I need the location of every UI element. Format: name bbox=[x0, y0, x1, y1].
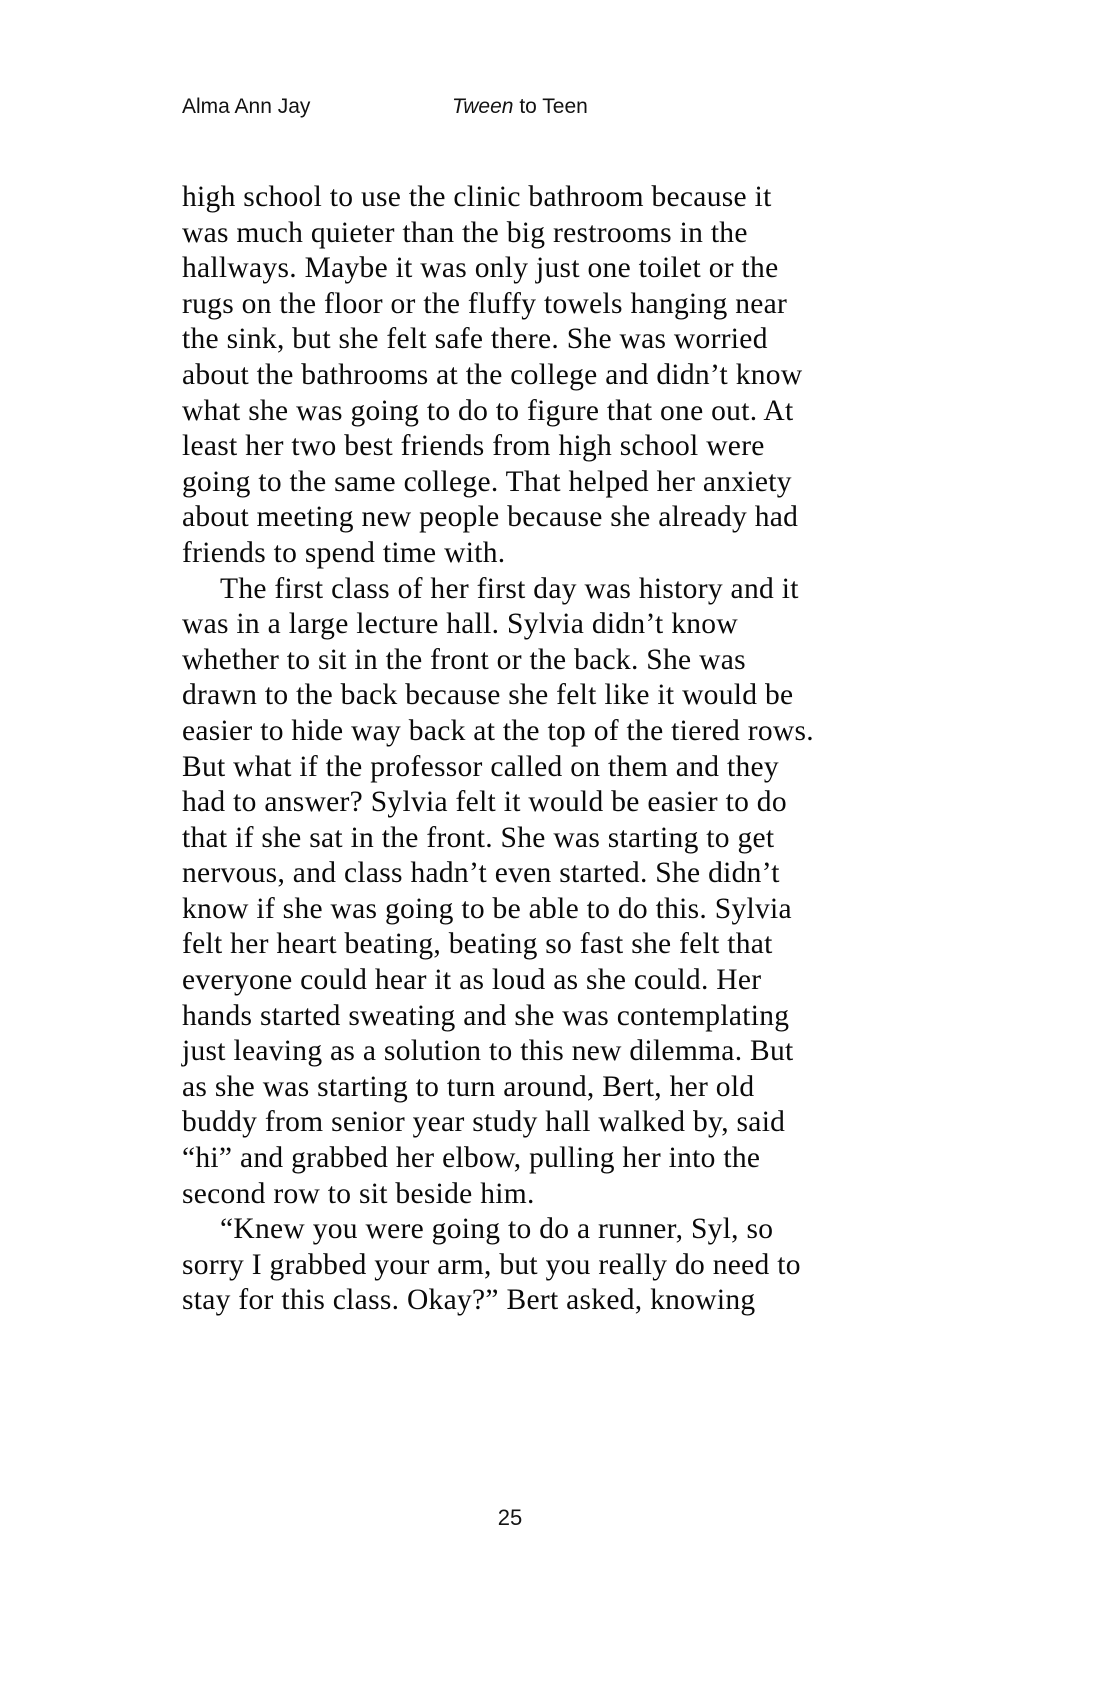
running-head-title bbox=[452, 92, 588, 122]
text-line: high school to use the clinic bathroom because it bbox=[182, 181, 772, 213]
text-line: the sink, but she felt safe there. She was worried bbox=[182, 323, 768, 356]
text-line: as she was starting to turn around, Bert, her old bbox=[182, 1070, 755, 1103]
text-line: just leaving as a solution to this new dilemma. But bbox=[182, 1035, 794, 1068]
text-line: The first class of her first day was history and it bbox=[220, 572, 799, 605]
text-line: buddy from senior year study hall walked by, said bbox=[182, 1106, 786, 1139]
text-line: “hi” and grabbed her elbow, pulling her into the bbox=[182, 1142, 761, 1175]
text-line: hands started sweating and she was contemplating bbox=[182, 999, 790, 1032]
text-line: friends to spend time with. bbox=[182, 536, 506, 569]
paragraph bbox=[182, 572, 882, 1213]
text-line: had to answer? Sylvia felt it would be easier to do bbox=[182, 786, 787, 819]
body-text-column bbox=[182, 180, 882, 1319]
text-line: whether to sit in the front or the back. She was bbox=[182, 643, 746, 676]
text-line: hallways. Maybe it was only just one toilet or the bbox=[182, 252, 779, 285]
text-line: easier to hide way back at the top of the tiered rows. bbox=[182, 714, 814, 747]
text-line: drawn to the back because she felt like it would be bbox=[182, 679, 794, 712]
text-line: “Knew you were going to do a runner, Syl, so bbox=[220, 1213, 774, 1246]
folio bbox=[0, 1504, 1020, 1532]
text-line: But what if the professor called on them and they bbox=[182, 750, 779, 783]
paragraph bbox=[182, 1212, 882, 1319]
text-line: rugs on the floor or the fluffy towels hanging near bbox=[182, 287, 788, 320]
running-head-author: Alma Ann Jay bbox=[182, 95, 311, 118]
text-line: know if she was going to be able to do this. Sylvia bbox=[182, 892, 792, 925]
text-line: least her two best friends from high school were bbox=[182, 430, 765, 463]
text-line: going to the same college. That helped her anxiety bbox=[182, 465, 792, 498]
text-line: about the bathrooms at the college and didn’t know bbox=[182, 358, 803, 391]
text-line: stay for this class. Okay?” Bert asked, knowing bbox=[182, 1284, 756, 1317]
running-head bbox=[182, 92, 942, 124]
running-head-title-rest: to Teen bbox=[513, 95, 588, 118]
running-head-title-italic: Tween bbox=[452, 95, 514, 118]
page-number: 25 bbox=[497, 1505, 523, 1530]
text-line: what she was going to do to figure that one out. At bbox=[182, 394, 794, 427]
text-line: sorry I grabbed your arm, but you really do need to bbox=[182, 1248, 801, 1281]
text-line: was in a large lecture hall. Sylvia didn’t know bbox=[182, 608, 738, 641]
text-line: second row to sit beside him. bbox=[182, 1177, 535, 1210]
text-line: felt her heart beating, beating so fast she felt that bbox=[182, 928, 773, 961]
text-line: was much quieter than the big restrooms in the bbox=[182, 216, 748, 249]
text-line: everyone could hear it as loud as she could. Her bbox=[182, 964, 762, 997]
text-line: nervous, and class hadn’t even started. She didn’t bbox=[182, 857, 780, 890]
text-line: about meeting new people because she already had bbox=[182, 501, 799, 534]
paragraph bbox=[182, 180, 882, 572]
text-line: that if she sat in the front. She was starting to get bbox=[182, 821, 775, 854]
